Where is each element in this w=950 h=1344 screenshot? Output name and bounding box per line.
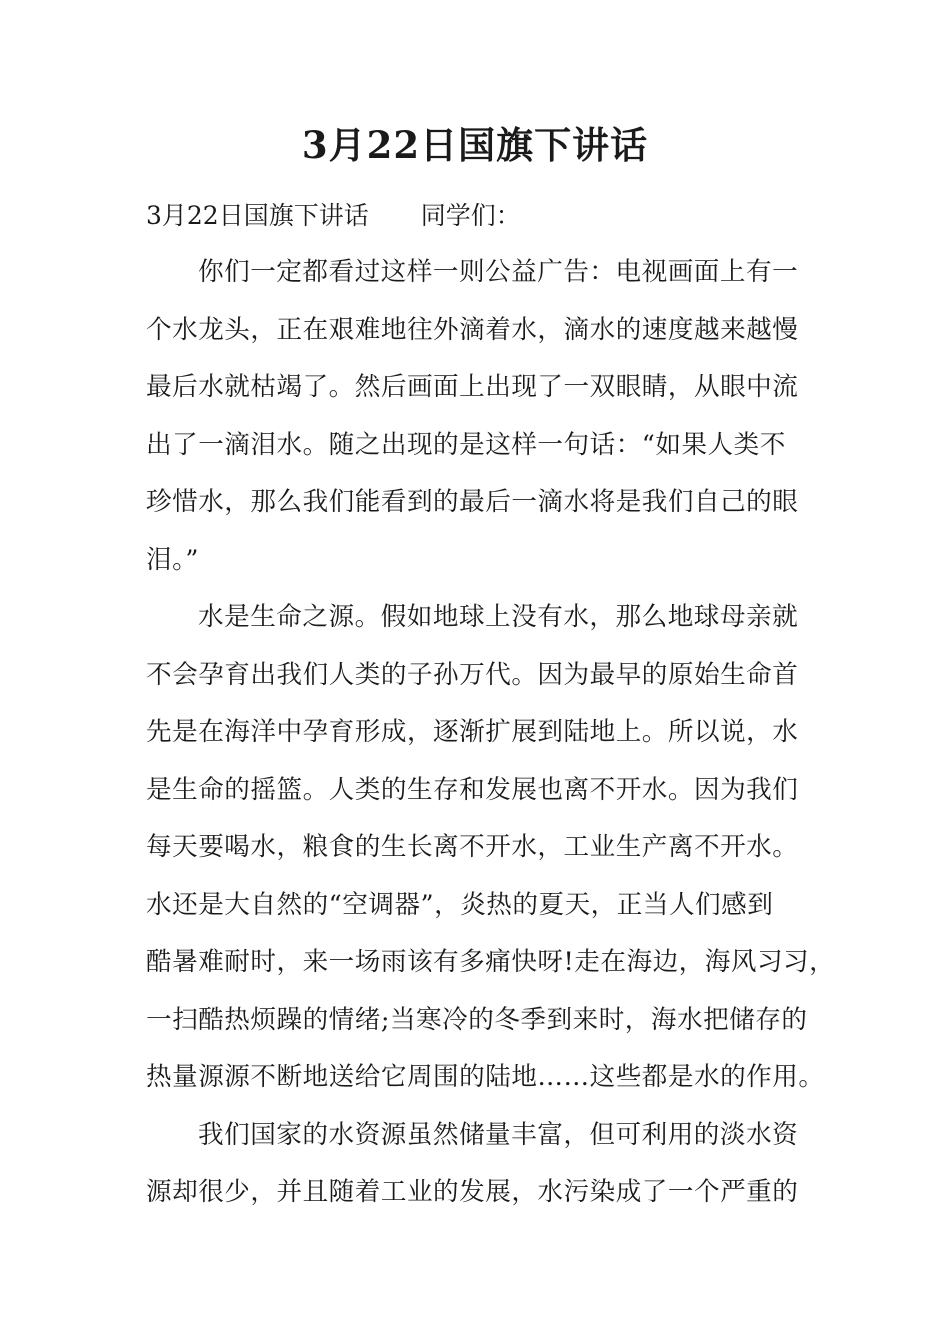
paragraph-1-line-4: 出了一滴泪水。随之出现的是这样一句话：“如果人类不 xyxy=(146,430,786,460)
paragraph-3-line-1: 我们国家的水资源虽然储量丰富，但可利用的淡水资 xyxy=(198,1120,799,1150)
paragraph-2-line-9: 热量源源不断地送给它周围的陆地……这些都是水的作用。 xyxy=(146,1062,825,1092)
paragraph-2-line-3: 先是在海洋中孕育形成，逐渐扩展到陆地上。所以说，水 xyxy=(146,717,799,747)
paragraph-1-line-1: 你们一定都看过这样一则公益广告：电视画面上有一 xyxy=(198,257,799,287)
paragraph-2-line-1: 水是生命之源。假如地球上没有水，那么地球母亲就 xyxy=(198,602,799,632)
greeting: 同学们： xyxy=(420,201,521,230)
paragraph-2-line-2: 不会孕育出我们人类的子孙万代。因为最早的原始生命首 xyxy=(146,660,799,690)
paragraph-1-line-3: 最后水就枯竭了。然后画面上出现了一双眼睛，从眼中流 xyxy=(146,372,799,402)
intro-heading: 3月22日国旗下讲话 xyxy=(146,201,369,230)
paragraph-3-line-2: 源却很少，并且随着工业的发展，水污染成了一个严重的 xyxy=(146,1177,799,1207)
paragraph-1-line-5: 珍惜水，那么我们能看到的最后一滴水将是我们自己的眼 xyxy=(146,487,799,517)
paragraph-2-line-4: 是生命的摇篮。人类的生存和发展也离不开水。因为我们 xyxy=(146,775,799,805)
page-title: 3月22日国旗下讲话 xyxy=(301,123,649,167)
intro-line xyxy=(146,196,826,236)
paragraph-2-line-5: 每天要喝水，粮食的生长离不开水，工业生产离不开水。 xyxy=(146,832,799,862)
paragraph-2-line-7: 酷暑难耐时，来一场雨该有多痛快呀!走在海边，海风习习， xyxy=(146,947,836,977)
paragraph-1-line-2: 个水龙头，正在艰难地往外滴着水，滴水的速度越来越慢 xyxy=(146,315,799,345)
paragraph-2-line-6: 水还是大自然的“空调器”，炎热的夏天，正当人们感到 xyxy=(146,890,774,920)
paragraph-2-line-8: 一扫酷热烦躁的情绪;当寒冷的冬季到来时，海水把储存的 xyxy=(146,1005,808,1035)
paragraph-1-line-6: 泪。” xyxy=(146,545,199,575)
